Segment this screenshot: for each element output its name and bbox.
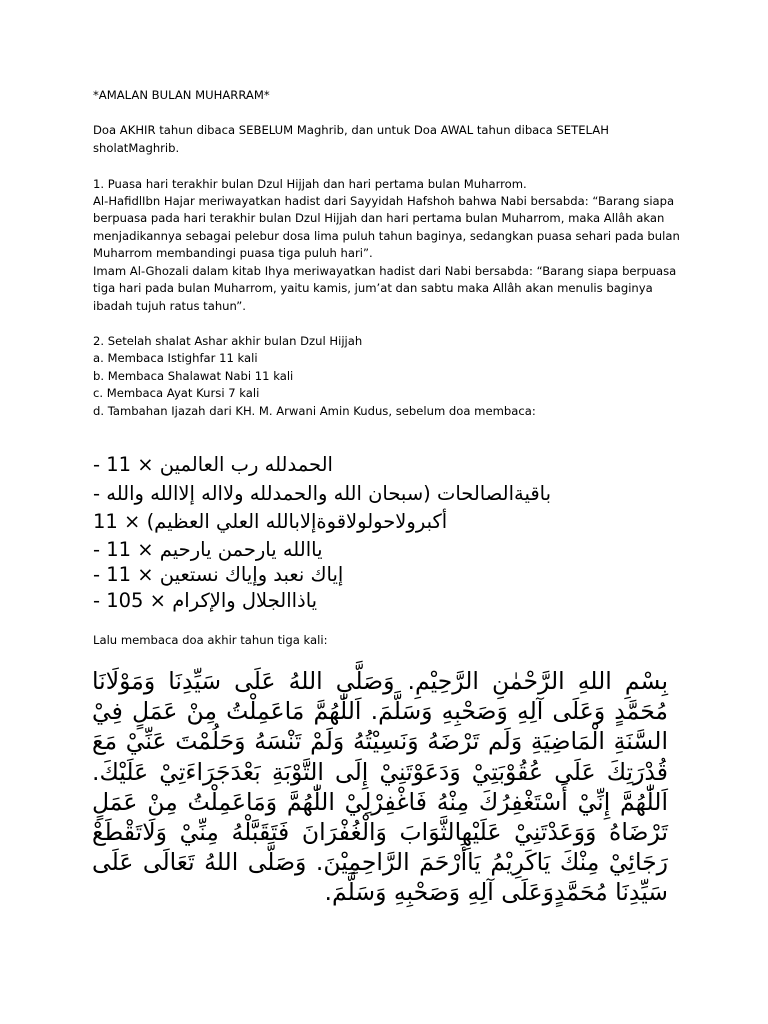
dhikr-arabic: إياك نعبد وإياك نستعين xyxy=(159,563,344,586)
dhikr-count: - 11 × xyxy=(93,538,160,561)
section-1-line: ibadah tujuh ratus tahun”. xyxy=(93,299,246,313)
section-1-heading: 1. Puasa hari terakhir bulan Dzul Hijjah dan hari pertama bulan Muharrom. xyxy=(93,177,527,191)
intro-line: Doa AKHIR tahun dibaca SEBELUM Maghrib, dan untuk Doa AWAL tahun dibaca SETELAH xyxy=(93,123,609,137)
section-2-item: a. Membaca Istighfar 11 kali xyxy=(93,351,258,365)
section-1-line: tiga hari pada bulan Muharrom, yaitu kamis, jum’at dan sabtu maka Allâh akan menulis baginya xyxy=(93,281,653,295)
dhikr-line xyxy=(93,586,678,615)
end-of-year-dua: بِسْمِ اللهِ الرَّحْمٰنِ الرَّحِيْمِ. وَصَلَّى اللهُ عَلَى سَيِّدِنَا وَمَوْلَانَا مُحَمَّدٍ وَعَلَى آلِهِ وَصَحْبِهِ وَسَلَّمَ. اَللّٰهُمَّ مَاعَمِلْتُ مِنْ عَمَلٍ فِيْ السَّنَةِ الْمَاضِيَةِ وَلَم تَرْضَهُ وَنَسِيْتُهُ وَلَمْ تَنْسَهُ وَحَلُمْتَ عَنِّيْ مَعَ قُدْرَتِكَ عَلَى عُقُوْبَتِيْ وَدَعَوْتَنِيْ إِلَى التَّوْبَةِ بَعْدَجَرَاءَتِيْ عَلَيْكَ. اَللّٰهُمَّ إِنِّيْ أَسْتَغْفِرُكَ مِنْهُ فَاغْفِرْلِيْ اللّٰهُمَّ وَمَاعَمِلْتُ مِنْ عَمَلٍ تَرْضَاهُ وَوَعَدْتَنِيْ عَلَيْهِالثَّوَابَ وَالْغُفْرَانَ فَتَقَبَّلْهُ مِنِّيْ وَلَاتَقْطَعْ رَجَائِيْ مِنْكَ يَاكَرِيْمُ يَاأَرْحَمَ الرَّاحِمِيْنَ. وَصَلَّى اللهُ تَعَالَى عَلَى سَيِّدِنَا مُحَمَّدٍوَعَلَى آلِهِ وَصَحْبِهِ وَسَلَّمَ. xyxy=(92,667,668,907)
section-1-line: menjadikannya sebagai pelebur dosa lima puluh tahun baginya, sedangkan puasa sehari pada bulan xyxy=(93,229,680,243)
dhikr-count: - 11 × xyxy=(93,563,160,586)
section-2-item: d. Tambahan Ijazah dari KH. M. Arwani Amin Kudus, sebelum doa membaca: xyxy=(93,404,536,418)
dhikr-line xyxy=(93,479,678,508)
dhikr-arabic: باقيةالصالحات (سبحان الله والحمدلله ولااله إلاالله والله xyxy=(106,482,552,505)
section-1-line: Al-HafidlIbn Hajar meriwayatkan hadist dari Sayyidah Hafshoh bahwa Nabi bersabda: “Barang siapa xyxy=(93,194,675,208)
dhikr-line xyxy=(93,560,678,589)
dhikr-line xyxy=(93,450,678,479)
dhikr-count: - 11 × xyxy=(93,453,160,476)
section-2-item: b. Membaca Shalawat Nabi 11 kali xyxy=(93,369,294,383)
dhikr-line xyxy=(93,507,678,536)
dhikr-arabic: الحمدلله رب العالمين xyxy=(159,453,333,476)
dhikr-arabic: ياالله يارحمن يارحيم xyxy=(159,538,323,561)
dhikr-arabic: أكبرولاحولولاقوةإلابالله العلي العظيم) xyxy=(146,510,448,533)
section-2-heading: 2. Setelah shalat Ashar akhir bulan Dzul Hijjah xyxy=(93,334,363,348)
dhikr-arabic: ياذاالجلال والإكرام xyxy=(172,589,318,612)
section-1-line: Muharrom membandingi puasa tiga puluh hari”. xyxy=(93,246,373,260)
dhikr-count: - xyxy=(93,482,107,505)
closing-intro: Lalu membaca doa akhir tahun tiga kali: xyxy=(93,633,328,647)
section-1-line: berpuasa pada hari terakhir bulan Dzul Hijjah dan hari pertama bulan Muharrom, maka Allâh akan xyxy=(93,211,665,225)
intro-line: sholatMaghrib. xyxy=(93,141,180,155)
document-title: *AMALAN BULAN MUHARRAM* xyxy=(93,88,270,102)
dhikr-count: 11 × xyxy=(93,510,147,533)
section-2-item: c. Membaca Ayat Kursi 7 kali xyxy=(93,386,260,400)
section-1-line: Imam Al-Ghozali dalam kitab Ihya meriwayatkan hadist dari Nabi bersabda: “Barang siapa berpuasa xyxy=(93,264,677,278)
dhikr-count: - 105 × xyxy=(93,589,173,612)
